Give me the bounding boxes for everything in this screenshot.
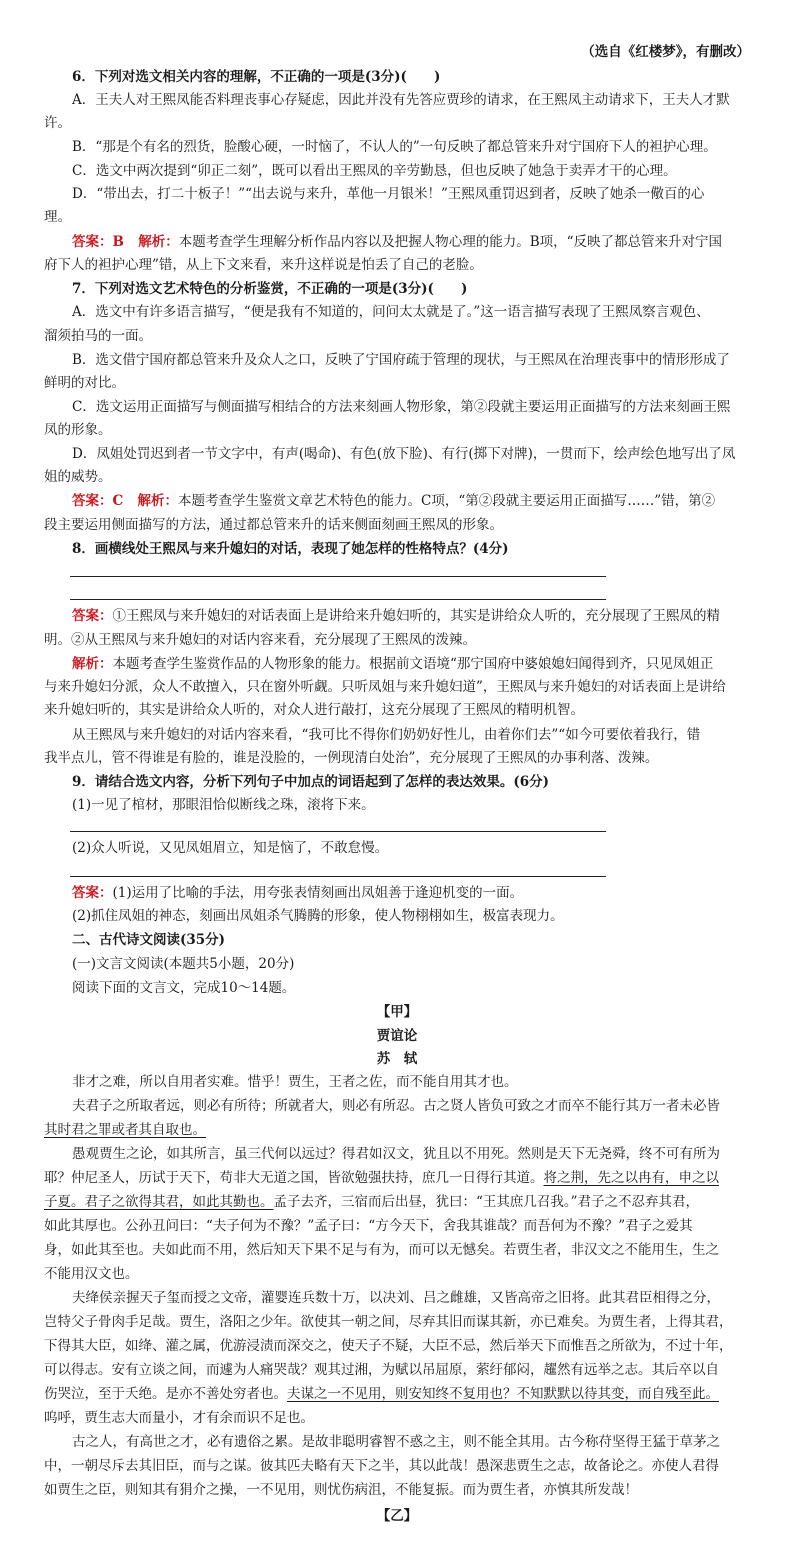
- q8-stem: 8．画横线处王熙凤与来升媳妇的对话，表现了她怎样的性格特点？(4分): [72, 541, 509, 557]
- passage-paragraph: 古之人，有高世之才，必有遗俗之累。是故非聪明睿智不惑之主，则不能全其用。古今称苻坚得王猛于草茅之: [72, 1434, 720, 1450]
- q9-sentence-2: (2)众人听说，又见凤姐眉立，知是恼了，不敢怠慢。: [72, 840, 389, 856]
- q7-option-d-cont: 姐的威势。: [44, 469, 112, 485]
- passage-text: 伤哭泣，至于夭绝。是亦不善处穷者也。: [44, 1386, 287, 1402]
- q8-analysis-cont: 我半点儿，管不得谁是有脸的，谁是没脸的，一例现清白处治”，充分展现了王熙凤的办事利落、泼辣。: [44, 750, 659, 766]
- q6-option-a: A．王夫人对王熙凤能否料理丧事心存疑虑，因此并没有先答应贾珍的请求，在王熙凤主动请求下，王夫人才默: [72, 92, 730, 108]
- q6-stem: 6．下列对选文相关内容的理解，不正确的一项是(3分)( ): [72, 69, 441, 85]
- q6-option-a-cont: 许。: [44, 115, 71, 131]
- q8-analysis-text: 本题考查学生鉴赏作品的人物形象的能力。根据前文语境“那宁国府中婆娘媳妇闻得到齐，只见凤姐正: [112, 656, 714, 672]
- q7-option-c: C．选文运用正面描写与侧面描写相结合的方法来刻画人物形象，第②段就主要运用正面描写的方法来刻画王熙: [72, 399, 731, 415]
- answer-blank-line: [70, 599, 606, 600]
- answer-label: 答案：: [72, 885, 113, 901]
- passage-paragraph-cont: [44, 1193, 699, 1211]
- analysis-label: 解析：: [137, 493, 179, 509]
- subsection-title: (一)文言文阅读(本题共5小题，20分): [72, 956, 295, 972]
- underlined-sentence: 夫谋之一不见用，则安知终不复用也？不知默默以待其变，而自残至此。: [287, 1386, 719, 1402]
- analysis-label: 解析：: [138, 234, 179, 250]
- passage-paragraph-cont: 岂特父子骨肉手足哉。贾生，洛阳之少年。欲使其一朝之间，尽弃其旧而谋其新，亦已难矣。为贾生者，上得其君，: [44, 1314, 733, 1330]
- passage-paragraph-cont: 其时君之罪或者其自取也。: [44, 1122, 206, 1138]
- q7-option-c-cont: 凤的形象。: [44, 422, 112, 438]
- passage-paragraph-cont: 如贾生之臣，则知其有狷介之操，一不见用，则忧伤病沮，不能复振。而为贾生者，亦慎其所发哉！: [44, 1482, 638, 1498]
- passage-paragraph-cont: 中，一朝尽斥去其旧臣，而与之谋。彼其匹夫略有天下之半，其以此哉！愚深悲贾生之志，故备论之。亦使人君得: [44, 1458, 719, 1474]
- answer-label: 答案：C: [72, 493, 124, 509]
- q7-option-b-cont: 鲜明的对比。: [44, 375, 125, 391]
- passage-author: 苏 轼: [376, 1051, 418, 1067]
- q7-answer-cont: 段主要运用侧面描写的方法，通过都总管来升的话来侧面刻画王熙凤的形象。: [44, 517, 503, 533]
- q6-option-d: D．“带出去，打二十板子！”“出去说与来升，革他一月银米！”王熙凤重罚迟到者，反映了她杀一儆百的心: [72, 186, 705, 202]
- q8-analysis-cont: 与来升媳妇分派，众人不敢擅入，只在窗外听觑。只听凤姐与来升媳妇道”，王熙凤与来升媳妇的对话表面上是讲给: [44, 679, 726, 695]
- q7-option-b: B．选文借宁国府都总管来升及众人之口，反映了宁国府疏于管理的现状，与王熙凤在治理丧事中的情形形成了: [72, 352, 730, 368]
- passage-paragraph-cont: [44, 1385, 719, 1403]
- passage-paragraph-cont: 下得其大臣，如绛、灌之属，优游浸渍而深交之，使天子不疑，大臣不忌，然后举天下而惟吾之所欲为，不过十年，: [44, 1338, 733, 1354]
- answer-label: 答案：: [72, 608, 113, 624]
- q7-option-d: D．凤姐处罚迟到者一节文字中，有声(喝命)、有色(放下脸)、有行(掷下对牌)，一贯而下，绘声绘色地写出了凤: [72, 446, 736, 462]
- q8-analysis-cont: 来升媳妇听的，其实是讲给众人听的，对众人进行敲打，这充分展现了王熙凤的精明机智。: [44, 702, 584, 718]
- q8-answer-cont: 明。②从王熙凤与来升媳妇的对话内容来看，充分展现了王熙凤的泼辣。: [44, 632, 476, 648]
- passage-tag-jia: 【甲】: [376, 1004, 418, 1020]
- underlined-sentence: 将之荆，先之以冉有，申之以: [543, 1170, 719, 1186]
- passage-text: 孟子去齐，三宿而后出昼，犹曰：“王其庶几召我。”君子之不忍弃其君，: [273, 1194, 700, 1210]
- passage-paragraph-cont: 可以得志。安有立谈之间，而遽为人痛哭哉？观其过湘，为赋以吊屈原，萦纡郁闷，趯然有远举之志。其后卒以自: [44, 1362, 719, 1378]
- answer-blank-line: [70, 576, 606, 577]
- passage-paragraph-cont: 如此其厚也。公孙丑问曰：“夫子何为不豫？”孟子曰：“方今天下，舍我其谁哉？而吾何为不豫？”君子之爱其: [44, 1218, 693, 1234]
- q6-answer-cont: 府下人的袒护心理”错，从上下文来看，来升这样说是怕丢了自己的老脸。: [44, 257, 483, 273]
- q6-answer-text: 本题考查学生理解分析作品内容以及把握人物心理的能力。B项，“反映了都总管来升对宁国: [178, 234, 723, 250]
- passage-paragraph-cont: 不能用汉文也。: [44, 1266, 139, 1282]
- passage-title: 贾谊论: [376, 1028, 418, 1044]
- passage-paragraph-cont: [44, 1169, 719, 1187]
- q6-option-b: B．“那是个有名的烈货，脸酸心硬，一时恼了，不认人的”一句反映了都总管来升对宁国府下人的袒护心理。: [72, 139, 717, 155]
- section-title: 二、古代诗文阅读(35分): [72, 932, 226, 948]
- answer-label: 答案：B: [72, 234, 124, 250]
- q9-answer-text: (1)运用了比喻的手法，用夸张表情刻画出凤姐善于逢迎机变的一面。: [112, 885, 524, 901]
- passage-paragraph-cont: 呜呼，贾生志大而量小，才有余而识不足也。: [44, 1410, 314, 1426]
- q9-answer-cont: (2)抓住凤姐的神态，刻画出凤姐杀气腾腾的形象，使人物栩栩如生，极富表现力。: [72, 908, 564, 924]
- q8-answer: [72, 607, 720, 625]
- q8-answer-text: ①王熙凤与来升媳妇的对话表面上是讲给来升媳妇听的，其实是讲给众人听的，充分展现了王熙凤的精: [112, 608, 720, 624]
- q8-analysis: [72, 655, 713, 673]
- passage-text: 耶？仲尼圣人，历试于天下，苟非大无道之国，皆欲勉强扶持，庶几一日得行其道。: [44, 1170, 544, 1186]
- passage-tag-yi: 【乙】: [376, 1508, 418, 1524]
- answer-blank-line: [70, 831, 606, 832]
- q7-option-a: A．选文中有许多语言描写，“便是我有不知道的，问问太太就是了。”这一语言描写表现了王熙凤察言观色、: [72, 304, 710, 320]
- q6-option-c: C．选文中两次提到“卯正二刻”，既可以看出王熙凤的辛劳勤恳，但也反映了她急于卖弄才干的心理。: [72, 163, 677, 179]
- underlined-sentence: 子夏。君子之欲得其君，如此其勤也。: [44, 1194, 274, 1210]
- q7-stem: 7．下列对选文艺术特色的分析鉴赏，不正确的一项是(3分)( ): [72, 281, 468, 297]
- q7-answer-text: 本题考查学生鉴赏文章艺术特色的能力。C项，“第②段就主要运用正面描写……”错，第②: [178, 493, 716, 509]
- instructions: 阅读下面的文言文，完成10～14题。: [72, 980, 296, 996]
- q7-answer: [72, 492, 715, 510]
- q8-analysis-cont: 从王熙凤与来升媳妇的对话内容来看，“我可比不得你们奶奶好性儿，由着你们去”“如今可要依着我行，错: [72, 727, 701, 743]
- q9-answer: [72, 884, 523, 902]
- passage-paragraph: 非才之难，所以自用者实难。惜乎！贾生，王者之佐，而不能自用其才也。: [72, 1074, 518, 1090]
- q9-stem: 9．请结合选文内容，分析下列句子中加点的词语起到了怎样的表达效果。(6分): [72, 774, 550, 790]
- answer-blank-line: [70, 876, 606, 877]
- q6-option-d-cont: 理。: [44, 209, 71, 225]
- source-note: （选自《红楼梦》，有删改）: [581, 44, 750, 60]
- passage-paragraph-cont: 身，如此其至也。夫如此而不用，然后知天下果不足与有为，而可以无憾矣。若贾生者，非汉文之不能用生，生之: [44, 1242, 719, 1258]
- q6-answer: [72, 233, 722, 251]
- passage-paragraph: 愚观贾生之论，如其所言，虽三代何以远过？得君如汉文，犹且以不用死。然则是天下无尧舜，终不可有所为: [72, 1146, 720, 1162]
- q7-option-a-cont: 溜须拍马的一面。: [44, 328, 152, 344]
- passage-paragraph: 夫君子之所取者远，则必有所待；所就者大，则必有所忍。古之贤人皆负可致之才而卒不能行其万一者未必皆: [72, 1098, 720, 1114]
- passage-paragraph: 夫绛侯亲握天子玺而授之文帝，灌婴连兵数十万，以决刘、吕之雌雄，又皆高帝之旧将。此其君臣相得之分，: [72, 1290, 720, 1306]
- q9-sentence-1: (1)一见了棺材，那眼泪恰似断线之珠，滚将下来。: [72, 797, 375, 813]
- analysis-label: 解析：: [72, 656, 113, 672]
